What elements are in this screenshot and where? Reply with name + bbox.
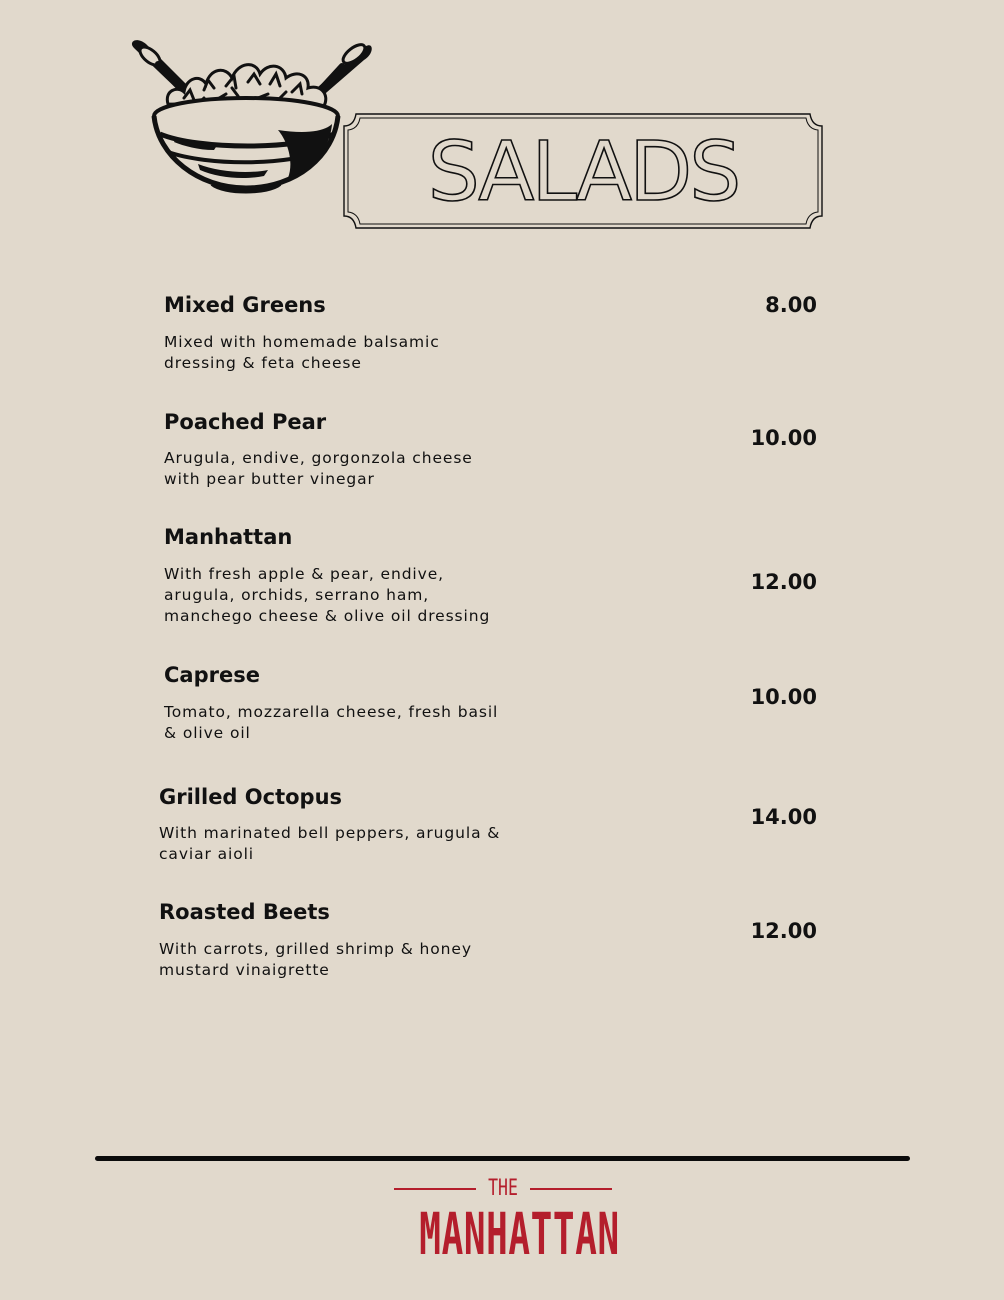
item-description bbox=[164, 448, 524, 490]
page-title: SALADS bbox=[427, 125, 739, 220]
restaurant-logo bbox=[378, 1176, 628, 1266]
item-name: Manhattan bbox=[164, 525, 293, 549]
item-description-line: manchego cheese & olive oil dressing bbox=[164, 607, 491, 625]
item-description-line: Mixed with homemade balsamic bbox=[164, 333, 440, 351]
item-description bbox=[159, 823, 519, 865]
item-description bbox=[164, 564, 524, 627]
item-price: 12.00 bbox=[750, 919, 817, 943]
item-description bbox=[159, 939, 519, 981]
item-description bbox=[164, 332, 524, 374]
item-description-line: & olive oil bbox=[164, 724, 251, 742]
item-description bbox=[164, 702, 524, 744]
item-name: Poached Pear bbox=[164, 410, 327, 434]
item-name: Roasted Beets bbox=[159, 900, 330, 924]
item-description-line: Arugula, endive, gorgonzola cheese bbox=[164, 449, 473, 467]
item-name: Mixed Greens bbox=[164, 293, 326, 317]
logo-name-text: MANHATTAN bbox=[419, 1200, 620, 1268]
item-price: 10.00 bbox=[750, 685, 817, 709]
item-description-line: With carrots, grilled shrimp & honey bbox=[159, 940, 472, 958]
item-price: 10.00 bbox=[750, 426, 817, 450]
item-description-line: With fresh apple & pear, endive, bbox=[164, 565, 444, 583]
item-price: 8.00 bbox=[765, 293, 817, 317]
logo-the-text: THE bbox=[488, 1176, 518, 1201]
item-description-line: mustard vinaigrette bbox=[159, 961, 330, 979]
salad-bowl-icon bbox=[128, 38, 376, 196]
footer-divider bbox=[95, 1156, 910, 1161]
item-price: 14.00 bbox=[750, 805, 817, 829]
item-description-line: with pear butter vinegar bbox=[164, 470, 375, 488]
item-description-line: Tomato, mozzarella cheese, fresh basil bbox=[164, 703, 499, 721]
item-name: Caprese bbox=[164, 663, 260, 687]
item-description-line: With marinated bell peppers, arugula & bbox=[159, 824, 501, 842]
item-description-line: arugula, orchids, serrano ham, bbox=[164, 586, 430, 604]
item-name: Grilled Octopus bbox=[159, 785, 343, 809]
item-description-line: dressing & feta cheese bbox=[164, 354, 362, 372]
item-price: 12.00 bbox=[750, 570, 817, 594]
item-description-line: caviar aioli bbox=[159, 845, 254, 863]
